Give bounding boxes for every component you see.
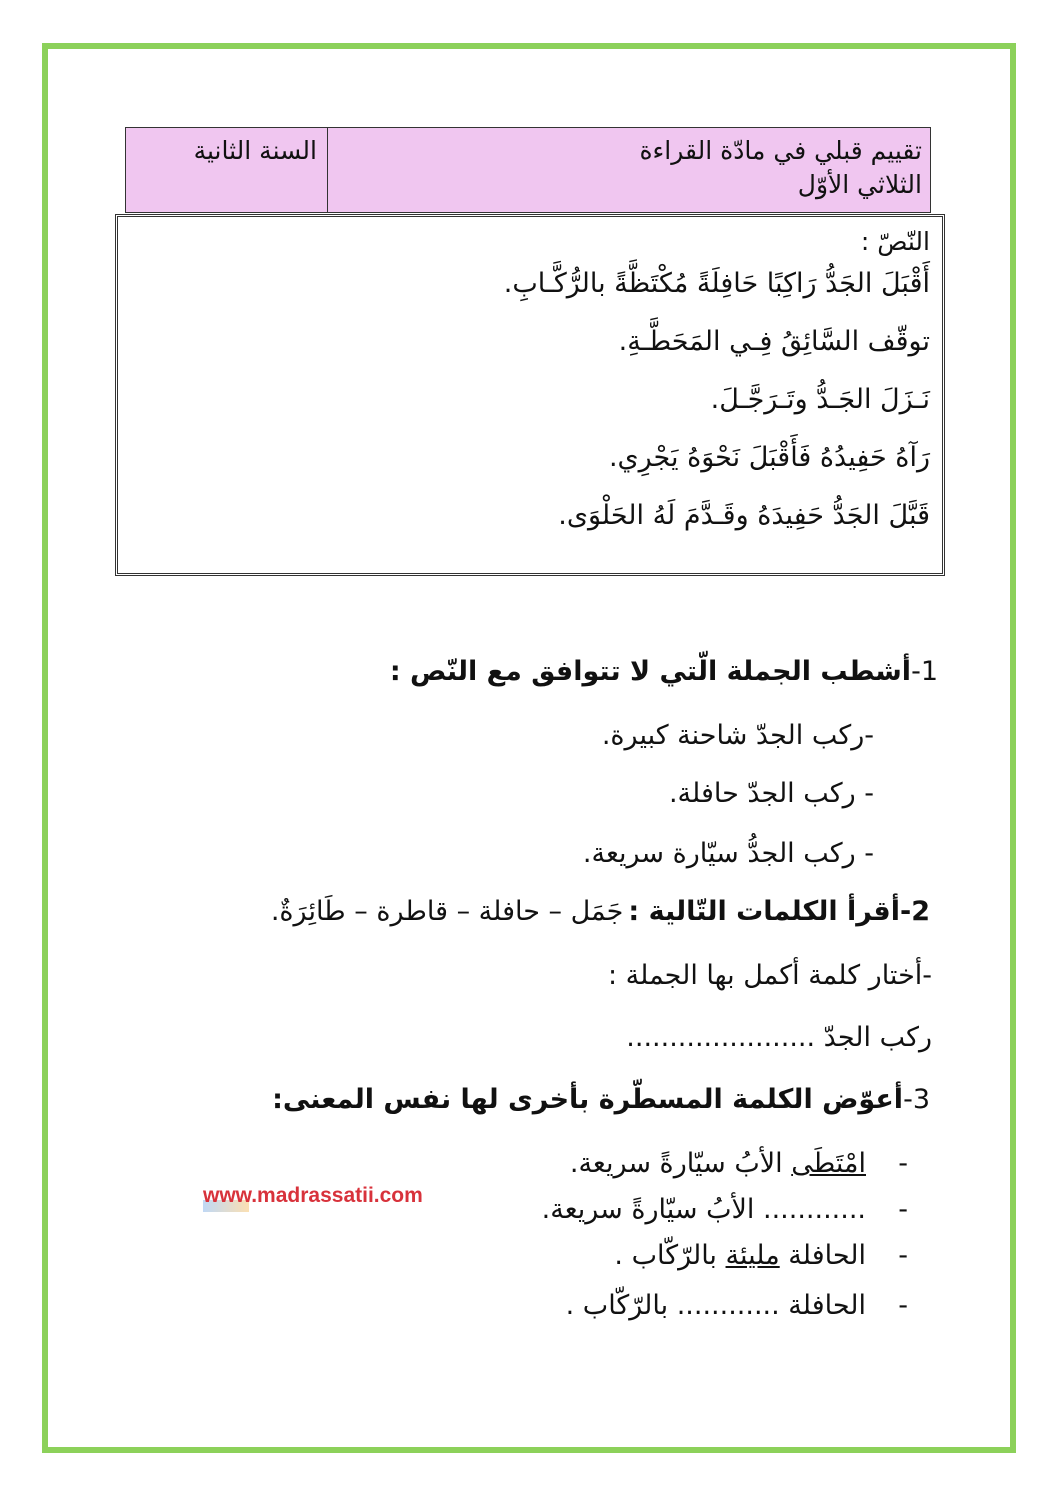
passage-line: نَـزَلَ الجَـدُّ وتَـرَجَّـلَ.: [710, 384, 930, 415]
question-1-title: [390, 656, 938, 687]
underlined-word: مليئة: [725, 1240, 780, 1271]
passage-label: النّصّ :: [860, 227, 930, 256]
header-title-line1: تقييم قبلي في مادّة القراءة: [639, 136, 922, 165]
item-text: بالرّكّاب .: [614, 1240, 726, 1271]
question-3: [272, 1084, 930, 1115]
bullet: -: [898, 1290, 908, 1321]
question-2-instruction: -أختار كلمة أكمل بها الجملة :: [607, 960, 932, 991]
question-3-text: أعوّض الكلمة المسطّرة بأخرى لها نفس المعنى:: [272, 1084, 904, 1115]
question-text: أشطب الجملة الّتي لا تتوافق مع النّص :: [389, 656, 912, 687]
question-2: [271, 896, 930, 927]
q3-item: [570, 1148, 908, 1179]
underlined-word: امْتَطَى: [791, 1148, 866, 1179]
item-text: الأبُ سيّارةً سريعة.: [569, 1148, 792, 1179]
item-text: الحافلة ............ بالرّكّاب .: [565, 1290, 866, 1321]
q1-option: - ركب الجدُّ سيّارة سريعة.: [582, 838, 874, 869]
item-text: ............ الأبُ سيّارةً سريعة.: [541, 1194, 866, 1225]
q3-item: [614, 1240, 908, 1271]
bullet: -: [898, 1240, 908, 1271]
passage-line: توقّف السَّائِقُ فِـي المَحَطَّـةِ.: [618, 326, 930, 357]
q1-option: - ركب الجدّ حافلة.: [668, 778, 874, 809]
header-year-cell: السنة الثانية: [193, 136, 317, 165]
q1-option: -ركب الجدّ شاحنة كبيرة.: [601, 720, 874, 751]
watermark-link[interactable]: www.madrassatii.com: [203, 1184, 423, 1207]
question-3-number: 3-: [903, 1084, 930, 1115]
header-title-line2: الثلاثي الأوّل: [797, 170, 922, 199]
question-2-sentence: ركب الجدّ ......................: [626, 1022, 932, 1053]
bullet: -: [898, 1148, 908, 1179]
question-2-number: 2-: [899, 896, 930, 927]
question-number: 1-: [911, 656, 938, 687]
header-table: [125, 127, 931, 213]
question-2-text: أقرأ الكلمات التّالية :: [628, 896, 900, 927]
item-prefix: الحافلة: [779, 1240, 866, 1271]
q3-item: [566, 1290, 908, 1321]
header-title-cell: [327, 128, 930, 212]
passage-line: قَبَّلَ الجَدُّ حَفِيدَهُ وقَـدَّمَ لَهُ الحَلْوَى.: [558, 500, 930, 531]
question-2-words: جَمَل – حافلة – قاطرة – طَائِرَةٌ.: [270, 896, 624, 927]
q3-item: [542, 1194, 908, 1225]
passage-line: رَآهُ حَفِيدُهُ فَأَقْبَلَ نَحْوَهُ يَجْرِي.: [608, 442, 930, 473]
passage-box: [115, 214, 945, 576]
bullet: -: [898, 1194, 908, 1225]
question-1: [390, 656, 938, 687]
passage-line: أَقْبَلَ الجَدُّ رَاكِبًا حَافِلَةً مُكْتَظَّةً بالرُّكَّـابِ.: [503, 268, 930, 299]
